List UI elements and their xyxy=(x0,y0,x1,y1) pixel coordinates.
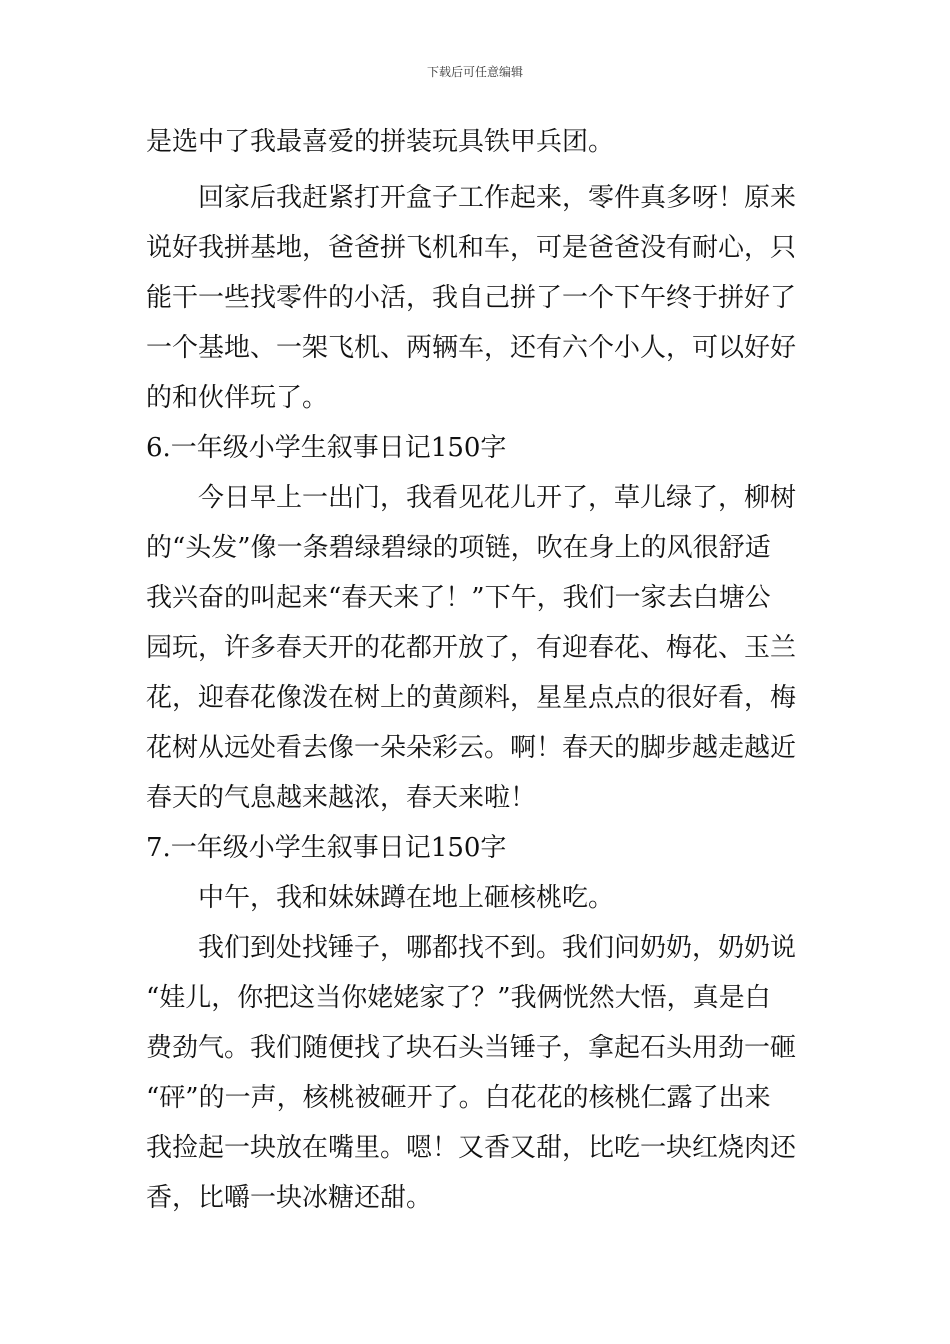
body-line: 一个基地、一架飞机、两辆车，还有六个小人，可以好好 xyxy=(146,333,797,363)
body-line: 的“头发”像一条碧绿碧绿的项链，吹在身上的风很舒适 xyxy=(146,533,771,563)
body-line: 费劲气。我们随便找了块石头当锤子，拿起石头用劲一砸 xyxy=(146,1033,797,1063)
body-line: “砰”的一声，核桃被砸开了。白花花的核桃仁露了出来 xyxy=(146,1083,771,1113)
body-line: “娃儿，你把这当你姥姥家了？”我俩恍然大悟，真是白 xyxy=(146,983,771,1013)
body-line: 花树从远处看去像一朵朵彩云。啊！春天的脚步越走越近 xyxy=(146,733,797,763)
body-line: 园玩，许多春天开的花都开放了，有迎春花、梅花、玉兰 xyxy=(146,633,797,663)
body-line: 中午，我和妹妹蹲在地上砸核桃吃。 xyxy=(198,883,615,913)
body-line: 能干一些找零件的小活，我自己拼了一个下午终于拼好了 xyxy=(146,283,797,313)
body-line: 香，比嚼一块冰糖还甜。 xyxy=(146,1183,433,1213)
body-line: 春天的气息越来越浓，春天来啦！ xyxy=(146,783,537,813)
body-line: 今日早上一出门，我看见花儿开了，草儿绿了，柳树 xyxy=(198,483,797,513)
body-line: 回家后我赶紧打开盒子工作起来，零件真多呀！原来 xyxy=(198,183,797,213)
body-line: 说好我拼基地，爸爸拼飞机和车，可是爸爸没有耐心，只 xyxy=(146,233,797,263)
body-line: 我们到处找锤子，哪都找不到。我们问奶奶，奶奶说 xyxy=(198,933,797,963)
body-line: 我兴奋的叫起来“春天来了！”下午，我们一家去白塘公 xyxy=(146,583,771,613)
section-heading: 6.一年级小学生叙事日记150字 xyxy=(146,433,507,463)
body-line: 的和伙伴玩了。 xyxy=(146,383,329,413)
page-header: 下载后可任意编辑 xyxy=(426,65,523,79)
body-line: 我捡起一块放在嘴里。嗯！又香又甜，比吃一块红烧肉还 xyxy=(146,1133,797,1163)
body-line: 是选中了我最喜爱的拼装玩具铁甲兵团。 xyxy=(146,127,615,157)
section-heading: 7.一年级小学生叙事日记150字 xyxy=(146,833,507,863)
body-line: 花，迎春花像泼在树上的黄颜料，星星点点的很好看，梅 xyxy=(146,683,797,713)
